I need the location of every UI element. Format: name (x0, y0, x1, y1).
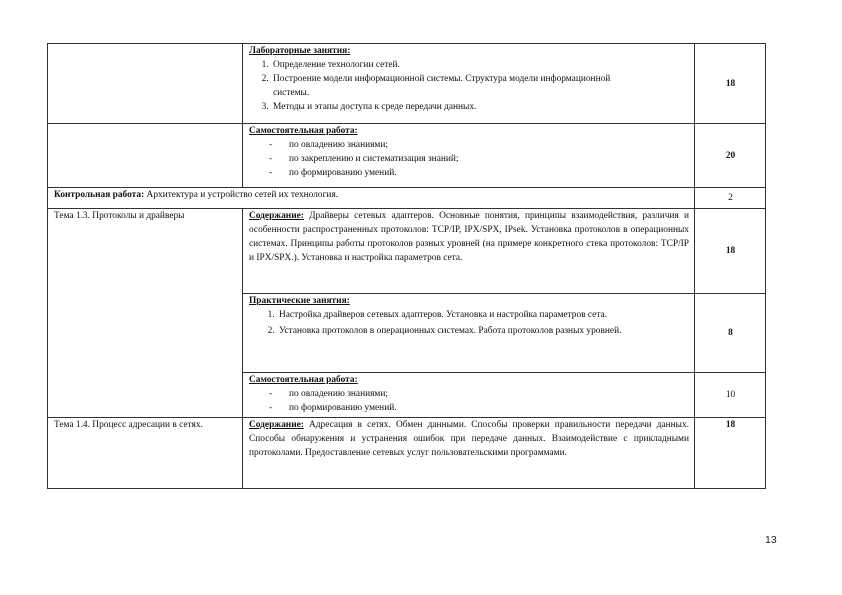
list-item: - по овладению знаниями; (269, 389, 388, 399)
hours-cell (695, 188, 766, 209)
lab-list (249, 58, 689, 114)
dash-marker: - (269, 403, 273, 413)
hours-cell (695, 294, 766, 373)
list-item: 1. Настройка драйверов сетевых адаптеров. Установка и настройка параметров сета. (277, 308, 689, 322)
content-cell (243, 209, 695, 294)
hours-value: 10 (725, 390, 736, 400)
hours-value: 20 (725, 150, 736, 161)
section-heading: Лабораторные занятия: (249, 46, 351, 56)
content-cell (243, 44, 695, 124)
table-row (48, 418, 766, 489)
topic-cell (48, 124, 243, 188)
content-text: Адресация в сетях. Обмен данными. Способы проверки правильности передачи данных. Способы обнаружения и устранения ошибок при передаче данных. Взаимодействие с прикладными протоколами. Предоставление сетевых услуг пользовательскими программами. (249, 420, 689, 458)
content-cell (243, 294, 695, 373)
list-item: - по формированию умений. (269, 168, 397, 178)
content-cell (243, 373, 695, 418)
list-item: 1. Определение технологии сетей. (271, 58, 689, 72)
section-heading: Содержание: (249, 211, 304, 221)
list-item: 2. Установка протоколов в операционных системах. Работа протоколов разных уровней. (277, 324, 689, 338)
control-work-cell (48, 188, 695, 209)
page-number: 13 (765, 534, 777, 546)
self-work-list (249, 387, 689, 415)
topic-title: Тема 1.3. Протоколы и драйверы (54, 211, 185, 221)
list-item: 3. Методы и этапы доступа к среде передачи данных. (271, 100, 689, 114)
dash-marker: - (269, 154, 273, 164)
hours-value: 2 (728, 193, 733, 203)
table-row (48, 188, 766, 209)
control-work-label: Контрольная работа: (54, 190, 145, 200)
content-cell (243, 418, 695, 489)
section-heading: Содержание: (249, 420, 304, 430)
list-item: - по овладению знаниями; (269, 140, 388, 150)
self-work-list (249, 138, 689, 180)
topic-cell (48, 209, 243, 418)
list-item: - по закреплению и систематизация знаний; (269, 154, 459, 164)
topic-title: Тема 1.4. Процесс адресации в сетях. (54, 420, 203, 430)
section-heading: Самостоятельная работа: (249, 126, 358, 136)
dash-marker: - (269, 168, 273, 178)
table-row (48, 209, 766, 294)
hours-value: 8 (728, 328, 733, 338)
topic-cell (48, 418, 243, 489)
curriculum-table (47, 43, 766, 489)
dash-marker: - (269, 140, 273, 150)
topic-cell (48, 44, 243, 124)
hours-cell (695, 124, 766, 188)
hours-value: 18 (725, 246, 736, 256)
content-cell (243, 124, 695, 188)
list-item: - по формированию умений. (269, 403, 397, 413)
section-heading: Самостоятельная работа: (249, 375, 358, 385)
content-text: Драйверы сетевых адаптеров. Основные понятия, принципы взаимодействия, различия и особенности распространенных протоколов: TCP/IP, IPX/SPX, IPsek. Установка протоколов в операционных системах. Принципы работы протоколов разных уровней (на примере конкретного стека протоколов: TCP/IP и IPX/SPX.). Установка и настройка параметров сета. (249, 211, 690, 263)
dash-marker: - (269, 389, 273, 399)
hours-cell (695, 418, 766, 489)
list-item: 2. Построение модели информационной системы. Структура модели информационной системы. (271, 72, 689, 100)
table-row (48, 44, 766, 124)
hours-cell (695, 44, 766, 124)
hours-value: 18 (725, 420, 736, 430)
table-row (48, 124, 766, 188)
hours-cell (695, 209, 766, 294)
hours-value: 18 (725, 78, 736, 89)
control-work-text: Архитектура и устройство сетей их технология. (146, 190, 339, 200)
practice-list (249, 308, 689, 338)
hours-cell (695, 373, 766, 418)
section-heading: Практические занятия: (249, 296, 350, 306)
